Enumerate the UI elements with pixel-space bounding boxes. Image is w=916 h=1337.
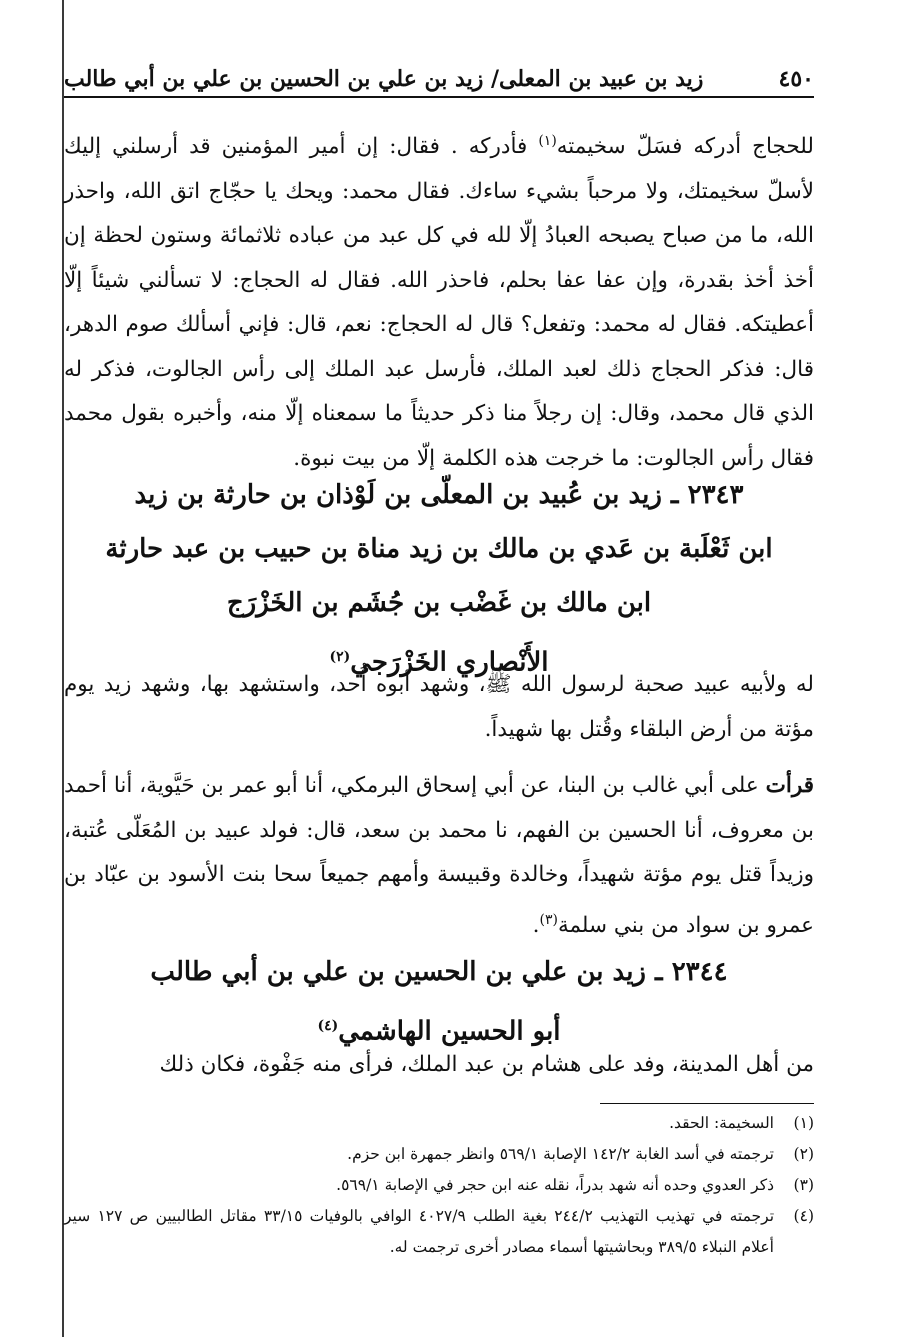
footnote-number: (٢): [793, 1145, 814, 1163]
heading-line: ٢٣٤٤ ـ زيد بن علي بن الحسين بن علي بن أبي طالب: [150, 957, 728, 987]
footnote-number: (٤): [793, 1207, 814, 1225]
paragraph-isnad: قرأت على أبي غالب بن البنا، عن أبي إسحاق البرمكي، أنا أبو عمر بن حَيَّوية، أنا أحمد بن معروف، أنا الحسين بن الفهم، نا محمد بن سعد، قال: فولد عبيد بن المُعَلّى عُتبة، وزيداً قتل يوم مؤتة شهيداً، وخالدة وقبيسة وأمهم جميعاً سحا بنت الأسود بن عبّاد بن عمرو بن سواد من بني سلمة$^{(٣)}$.: [64, 773, 814, 938]
heading-text: أبو الحسين الهاشمي: [338, 1016, 561, 1047]
footnote: [64, 1139, 814, 1170]
footnote-text: ذكر العدوي وحده أنه شهد بدراً، نقله عنه ابن حجر في الإصابة ٥٦٩/١.: [336, 1176, 774, 1194]
footnote-marker: (٣): [539, 911, 558, 928]
entry-heading-2344: [64, 945, 814, 1059]
footnote-number: (١): [793, 1114, 814, 1132]
footnote-marker: (١): [538, 133, 557, 149]
running-head: زيد بن عبيد بن المعلى/ زيد بن علي بن الحسين بن علي بن أبي طالب: [64, 66, 704, 92]
paragraph-text: من أهل المدينة، وفد على هشام بن عبد الملك، فرأى منه جَفْوة، فكان ذلك: [159, 1052, 814, 1077]
paragraph-text: له ولأبيه عبيد صحبة لرسول الله ﷺ، وشهد أبوه أُحد، واستشهد بها، وشهد زيد يوم مؤتة من أرض البلقاء وقُتل بها شهيداً.: [64, 672, 814, 742]
paragraph-zayd-ubayd: [64, 663, 814, 752]
heading-line: ٢٣٤٣ ـ زيد بن عُبيد بن المعلّى بن لَوْذان بن حارثة بن زيد: [134, 480, 744, 510]
paragraph-text: فأدركه . فقال: إن أمير المؤمنين قد أرسلني إليك لأسلّ سخيمتك، ولا مرحباً بشيء ساءك. فقال محمد: ويحك يا حجّاج اتق الله، واحذر الله، ما من صباح يصبحه العبادُ إلّا لله في كل عبد من عباده ثلاثمائة وستون لحظة إن أخذ أخذ بقدرة، وإن عفا عفا بحلم، فاحذر الله. فقال له الحجاج: لا تسألني شيئاً إلّا أعطيتكه. فقال له محمد: وتفعل؟ قال له الحجاج: نعم، قال: فإني أسألك صوم الدهر، قال: فذكر الحجاج ذلك لعبد الملك، فأرسل عبد الملك إلى رأس الجالوت، فذكر له الذي قال محمد، وقال: إن رجلاً منا ذكر حديثاً ما سمعناه إلّا منه، وأخبره بقول محمد فقال رأس الجالوت: ما خرجت هذه الكلمة إلّا من بيت نبوة.: [64, 134, 814, 471]
header-rule: [64, 96, 814, 98]
footnotes: [64, 1108, 814, 1263]
footnote-number: (٣): [793, 1176, 814, 1194]
entry-heading-2343: [64, 468, 814, 690]
footnote-text: ترجمته في تهذيب التهذيب ٢٤٤/٢ بغية الطلب ٤٠٢٧/٩ الوافي بالوفيات ٣٣/١٥ مقاتل الطالبيين ص ١٢٧ سير أعلام النبلاء ٣٨٩/٥ وبحاشيتها أسماء مصادر أخرى ترجمت له.: [64, 1207, 775, 1256]
footnote: [64, 1108, 814, 1139]
paragraph-lead-word: قرأت: [765, 773, 814, 798]
footnote-marker: (٤): [317, 1018, 339, 1034]
heading-text: الأَنْصاري الخَزْرَجي: [350, 647, 549, 678]
paragraph-text: على أبي غالب بن البنا، عن أبي إسحاق البرمكي، أنا أبو عمر بن حَيَّوية، أنا أحمد بن معروف، أنا الحسين بن الفهم، نا محمد بن سعد، قال: فولد عبيد بن المُعَلّى عُتبة، وزيداً قتل يوم مؤتة شهيداً، وخالدة وقبيسة وأمهم جميعاً سحا بنت الأسود بن عبّاد بن عمرو بن سواد من بني سلمة: [64, 773, 814, 938]
footnote-separator: [600, 1103, 814, 1104]
footnote: [64, 1170, 814, 1201]
paragraph-text: للحجاج أدركه فسَلّ سخيمته: [556, 134, 814, 160]
footnote-marker: (٢): [329, 649, 351, 665]
page-number: ٤٥٠: [778, 66, 814, 92]
footnote-text: السخيمة: الحقد.: [669, 1114, 774, 1132]
heading-line: ابن ثَعْلَبة بن عَدي بن مالك بن زيد مناة بن حبيب بن عبد حارثة: [105, 534, 773, 564]
page-header: [64, 52, 814, 92]
footnote: [64, 1201, 814, 1263]
heading-line: ابن مالك بن غَضْب بن جُشَم بن الخَزْرَج: [226, 588, 652, 618]
footnote-text: ترجمته في أسد الغابة ١٤٢/٢ الإصابة ٥٦٩/١ وانظر جمهرة ابن حزم.: [347, 1145, 774, 1163]
paragraph-zayd-ali: [64, 1043, 814, 1088]
paragraph-hajjaj: [64, 119, 814, 481]
